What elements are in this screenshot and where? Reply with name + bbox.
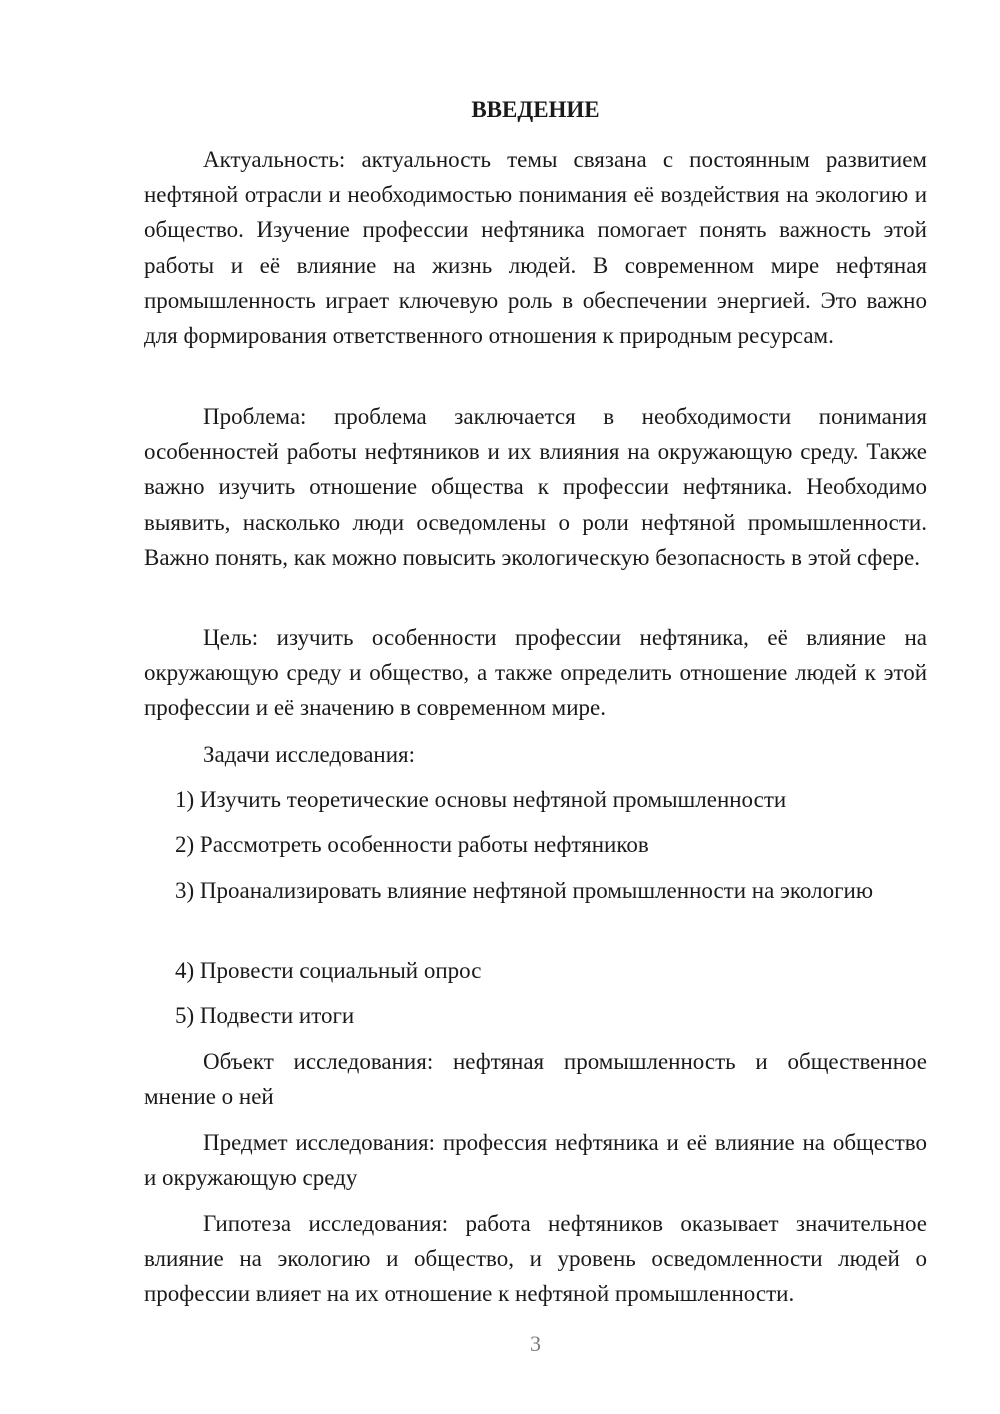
- task-item-1: 1) Изучить теоретические основы нефтяной промышленности: [175, 787, 787, 812]
- paragraph-goal: Цель: изучить особенности профессии нефтяника, её влияние на окружающую среду и общество, а также определить отношение людей к этой профессии и её значению в современном мире.: [144, 625, 927, 721]
- page-number: 3: [530, 1331, 541, 1356]
- paragraph-subject: Предмет исследования: профессия нефтяника и её влияние на общество и окружающую среду: [144, 1130, 927, 1191]
- tasks-heading: Задачи исследования:: [203, 742, 416, 767]
- paragraph-hypothesis: Гипотеза исследования: работа нефтяников оказывает значительное влияние на экологию и общество, и уровень осведомленности людей о профессии влияет на их отношение к нефтяной промышленности.: [144, 1211, 927, 1307]
- page-title: ВВЕДЕНИЕ: [471, 97, 600, 122]
- paragraph-relevance: Актуальность: актуальность темы связана с постоянным развитием нефтяной отрасли и необходимостью понимания её воздействия на экологию и общество. Изучение профессии нефтяника помогает понять важность этой работы и её влияние на жизнь людей. В современном мире нефтяная промышленность играет ключевую роль в обеспечении энергией. Это важно для формирования ответственного отношения к природным ресурсам.: [144, 147, 927, 349]
- paragraph-object: Объект исследования: нефтяная промышленность и общественное мнение о ней: [144, 1049, 927, 1110]
- task-item-3: 3) Проанализировать влияние нефтяной промышленности на экологию: [175, 878, 874, 903]
- paragraph-problem: Проблема: проблема заключается в необходимости понимания особенностей работы нефтяников и их влияния на окружающую среду. Также важно изучить отношение общества к профессии нефтяника. Необходимо выявить, насколько люди осведомлены о роли нефтяной промышленности. Важно понять, как можно повысить экологическую безопасность в этой сфере.: [144, 404, 927, 570]
- task-item-2: 2) Рассмотреть особенности работы нефтяников: [175, 832, 649, 857]
- task-item-5: 5) Подвести итоги: [175, 1003, 355, 1028]
- task-item-4: 4) Провести социальный опрос: [175, 958, 482, 983]
